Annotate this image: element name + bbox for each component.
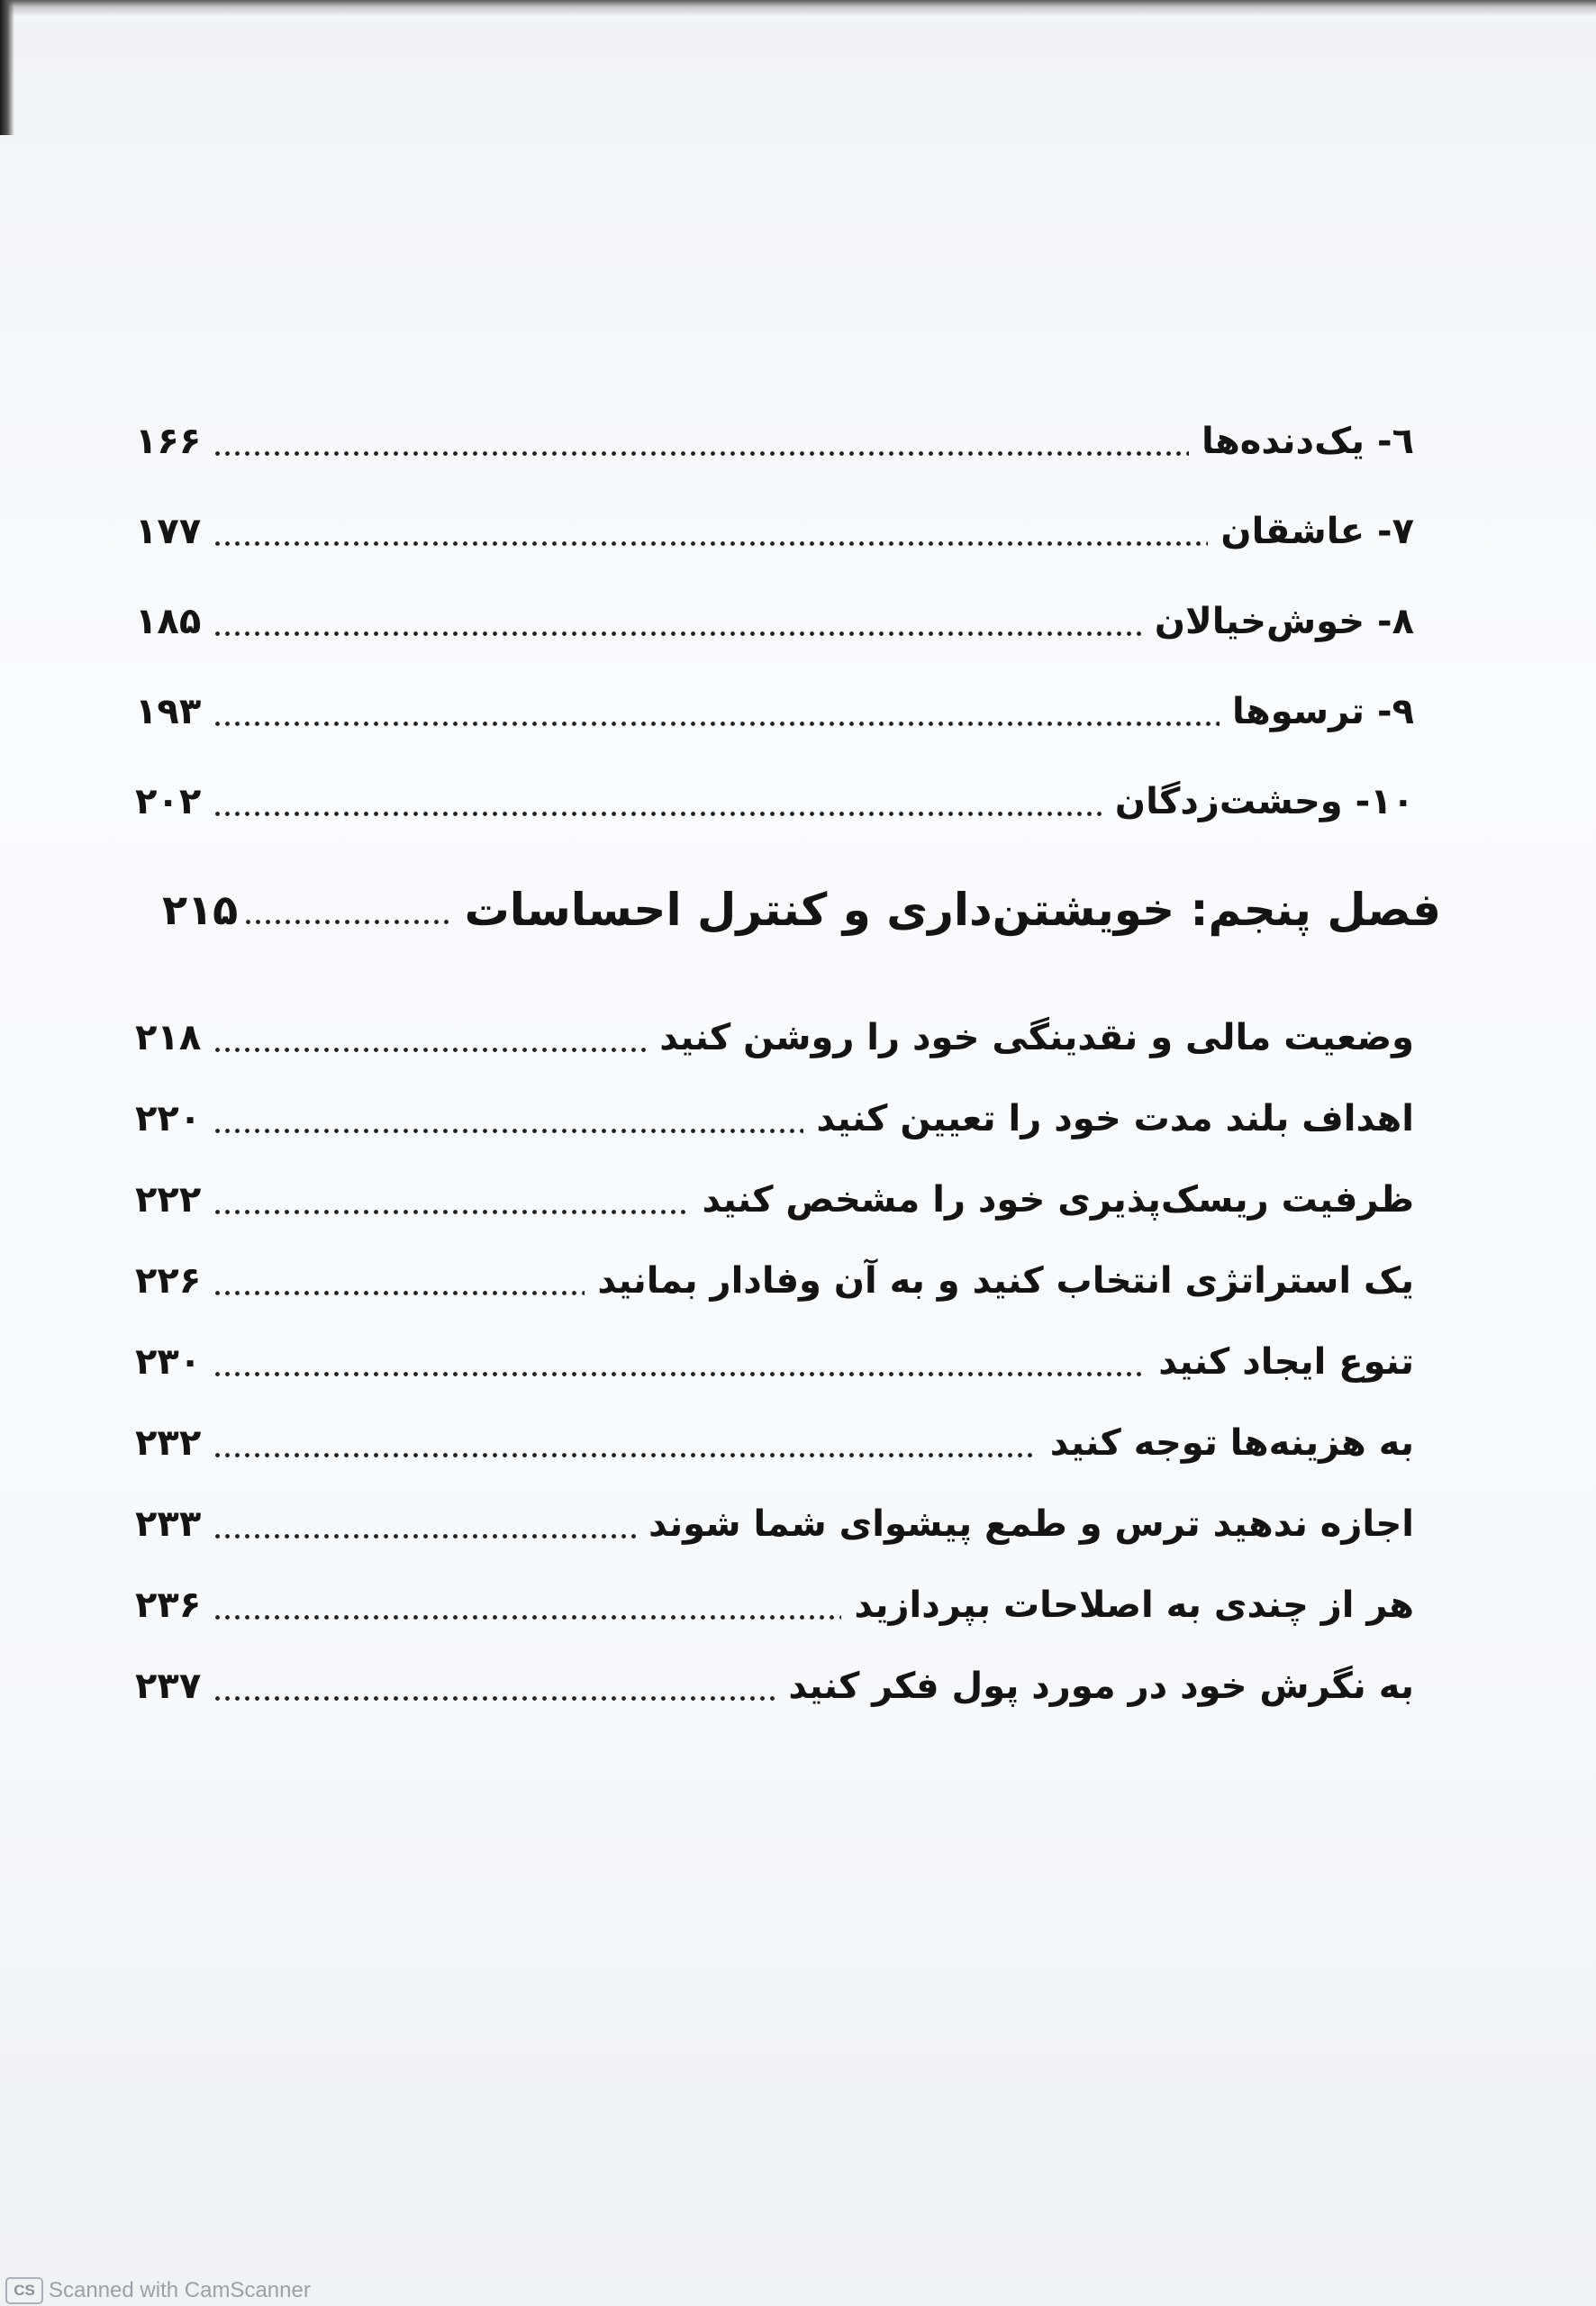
toc-section [135, 1569, 1414, 1641]
toc-entry-title: ۹- ترسوها [1231, 691, 1414, 732]
dot-leader [213, 1263, 585, 1299]
chapter-title: فصل پنجم: خویشتن‌داری و کنترل احساسات [464, 884, 1441, 936]
toc-entry-title: ۷- عاشقان [1220, 511, 1414, 552]
toc-section-page: ۲۳۶ [135, 1584, 202, 1626]
toc-section-title: یک استراتژی انتخاب کنید و به آن وفادار بمانید [597, 1260, 1414, 1302]
toc-entry [135, 586, 1414, 658]
toc-section-page: ۲۲۲ [135, 1179, 202, 1221]
dot-leader [213, 1506, 636, 1542]
dot-leader [213, 604, 1142, 640]
toc-section-page: ۲۳۷ [135, 1666, 202, 1707]
toc-entry-title: ۸- خوش‌خیالان [1154, 601, 1414, 642]
dot-leader [213, 694, 1220, 730]
toc-entry-page: ۱۷۷ [135, 511, 202, 552]
toc-entry [135, 405, 1414, 477]
dot-leader [213, 423, 1189, 459]
toc-section-page: ۲۲۶ [135, 1260, 202, 1302]
toc-entry [135, 495, 1414, 567]
chapter-heading [162, 874, 1441, 946]
toc-section [135, 1650, 1414, 1722]
dot-leader [213, 1020, 647, 1056]
toc-entry-title: ۱۰- وحشت‌زدگان [1114, 781, 1414, 822]
toc-entry-title: ٦- یک‌دنده‌ها [1202, 421, 1414, 462]
toc-section-page: ۲۳۰ [135, 1341, 202, 1383]
toc-section-title: ظرفیت ریسک‌پذیری خود را مشخص کنید [702, 1179, 1414, 1221]
toc-section-title: به هزینه‌ها توجه کنید [1049, 1422, 1414, 1464]
dot-leader [213, 1344, 1146, 1380]
toc-entry-page: ۱۶۶ [135, 421, 202, 462]
dot-leader [213, 784, 1102, 820]
dot-leader [213, 1587, 841, 1623]
scanner-watermark-text: Scanned with CamScanner [49, 2278, 311, 2302]
toc-section [135, 1326, 1414, 1398]
dot-leader [213, 1668, 775, 1704]
dot-leader [213, 513, 1208, 549]
toc-entry-page: ۱۸۵ [135, 601, 202, 642]
dot-leader [213, 1101, 803, 1137]
toc-entry-page: ۱۹۳ [135, 691, 202, 732]
toc-section [135, 1083, 1414, 1155]
toc-section-title: به نگرش خود در مورد پول فکر کنید [788, 1666, 1414, 1707]
chapter-page: ۲۱۵ [162, 885, 239, 934]
toc-section [135, 1164, 1414, 1236]
toc-entry [135, 766, 1414, 838]
toc-section-title: هر از چندی به اصلاحات بپردازید [854, 1584, 1414, 1626]
toc-section [135, 1488, 1414, 1560]
dot-leader [213, 1425, 1038, 1461]
toc-section-page: ۲۱۸ [135, 1017, 202, 1058]
toc-section-title: وضعیت مالی و نقدینگی خود را روشن کنید [659, 1017, 1414, 1058]
toc-section-page: ۲۳۳ [135, 1503, 202, 1545]
toc-section [135, 1245, 1414, 1317]
dot-leader [243, 892, 451, 928]
toc-section-title: تنوع ایجاد کنید [1158, 1341, 1414, 1383]
toc-section-page: ۲۳۲ [135, 1422, 202, 1464]
page-top-shadow [0, 0, 1596, 16]
toc-entry [135, 676, 1414, 748]
page-left-edge [0, 0, 14, 135]
toc-entry-page: ۲۰۲ [135, 781, 202, 822]
toc-section-title: اجازه ندهید ترس و طمع پیشوای شما شوند [648, 1503, 1414, 1545]
camscanner-logo-icon: CS [5, 2277, 43, 2304]
toc-section-title: اهداف بلند مدت خود را تعیین کنید [816, 1098, 1414, 1139]
dot-leader [213, 1182, 689, 1218]
toc-section [135, 1002, 1414, 1074]
scanner-watermark [5, 2277, 311, 2304]
toc-section [135, 1407, 1414, 1479]
toc-section-page: ۲۲۰ [135, 1098, 202, 1139]
